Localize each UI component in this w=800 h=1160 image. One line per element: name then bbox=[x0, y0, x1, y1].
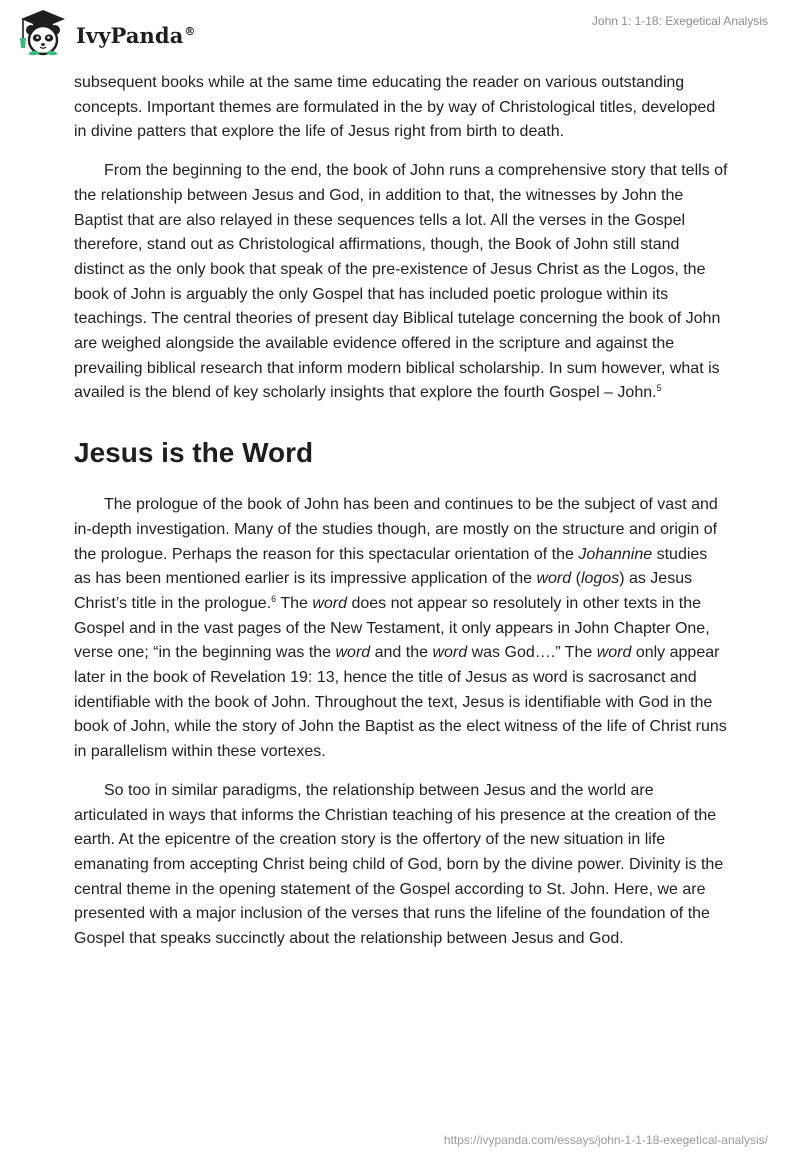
logo-text: IvyPanda® bbox=[76, 22, 196, 48]
italic-term: Johannine bbox=[578, 545, 653, 563]
italic-term: word bbox=[432, 644, 468, 662]
paragraph bbox=[74, 159, 728, 406]
paragraph-continued: subsequent books while at the same time educating the reader on various outstanding concepts. Important themes are formulated in the by way of Christological titles, developed in divine patters that explore the life of Jesus right from birth to death. bbox=[74, 74, 716, 141]
source-url[interactable]: https://ivypanda.com/essays/john-1-1-18-exegetical-analysis/ bbox=[443, 1133, 768, 1147]
article-body bbox=[74, 71, 728, 966]
registered-mark: ® bbox=[184, 24, 196, 38]
paragraph-text: From the beginning to the end, the book of John runs a comprehensive story that tells of the relationship between Jesus and God, in addition to that, the witnesses by John the Baptist that are also relayed in these sequences tells a lot. All the verses in the Gospel therefore, stand out as Christological affirmations, though, the Book of John still stand distinct as the only book that speak of the pre-existence of Jesus Christ as the Logos, the book of John is arguably the only Gospel that has included poetic prologue within its teachings. The central theories of present day Biblical tutelage concerning the book of John are weighed alongside the available evidence offered in the scripture and against the prevailing biblical research that inform modern biblical scholarship. In sum however, what is availed is the blend of key scholarly insights that explore the fourth Gospel – John. bbox=[74, 162, 728, 402]
ivypanda-logo[interactable] bbox=[14, 8, 196, 58]
italic-term: word bbox=[335, 644, 371, 662]
page-header bbox=[0, 0, 800, 62]
section-heading: Jesus is the Word bbox=[74, 437, 314, 469]
italic-term: word bbox=[312, 594, 348, 612]
italic-term: word bbox=[596, 644, 632, 662]
paragraph: The prologue of the book of John has been and continues to be the subject of vast and in-depth investigation. Many of the studies though, are mostly on the structure and origin of the prologue. Perhaps the reason for this spectacular orientation of the Johannine studies as has been mentioned earlier is its impressive application of the word (logos) as Jesus Christ’s title in the prologue.$^6$ The word does not appear so resolutely in other texts in the Gospel and in the vast pages of the New Testament, it only appears in John Chapter One, verse one; “in the beginning was the word and the word was God….” The word only appear later in the book of Revelation 19: 13, hence the title of Jesus as word is sacrosanct and identifiable with the book of John. Throughout the text, Jesus is identifiable with God in the book of John, while the story of John the Baptist as the elect witness of the life of Christ runs in parallelism within these vortexes. bbox=[74, 496, 727, 761]
panda-graduate-icon bbox=[14, 8, 72, 58]
italic-term: logos bbox=[580, 570, 620, 588]
italic-term: word bbox=[536, 570, 572, 588]
footnote-ref[interactable]: 6 bbox=[271, 593, 277, 604]
footnote-ref[interactable]: 5 bbox=[656, 383, 662, 394]
document-title: John 1: 1-18: Exegetical Analysis bbox=[591, 14, 768, 28]
paragraph: So too in similar paradigms, the relationship between Jesus and the world are articulated in ways that informs the Christian teaching of his presence at the creation of the earth. At the epicentre of the creation story is the offertory of the new situation in life emanating from accepting Christ being child of God, born by the divine power. Divinity is the central theme in the opening statement of the Gospel according to St. John. Here, we are presented with a major inclusion of the verses that runs the lifeline of the foundation of the Gospel that speaks succinctly about the relationship between Jesus and God. bbox=[74, 781, 724, 948]
